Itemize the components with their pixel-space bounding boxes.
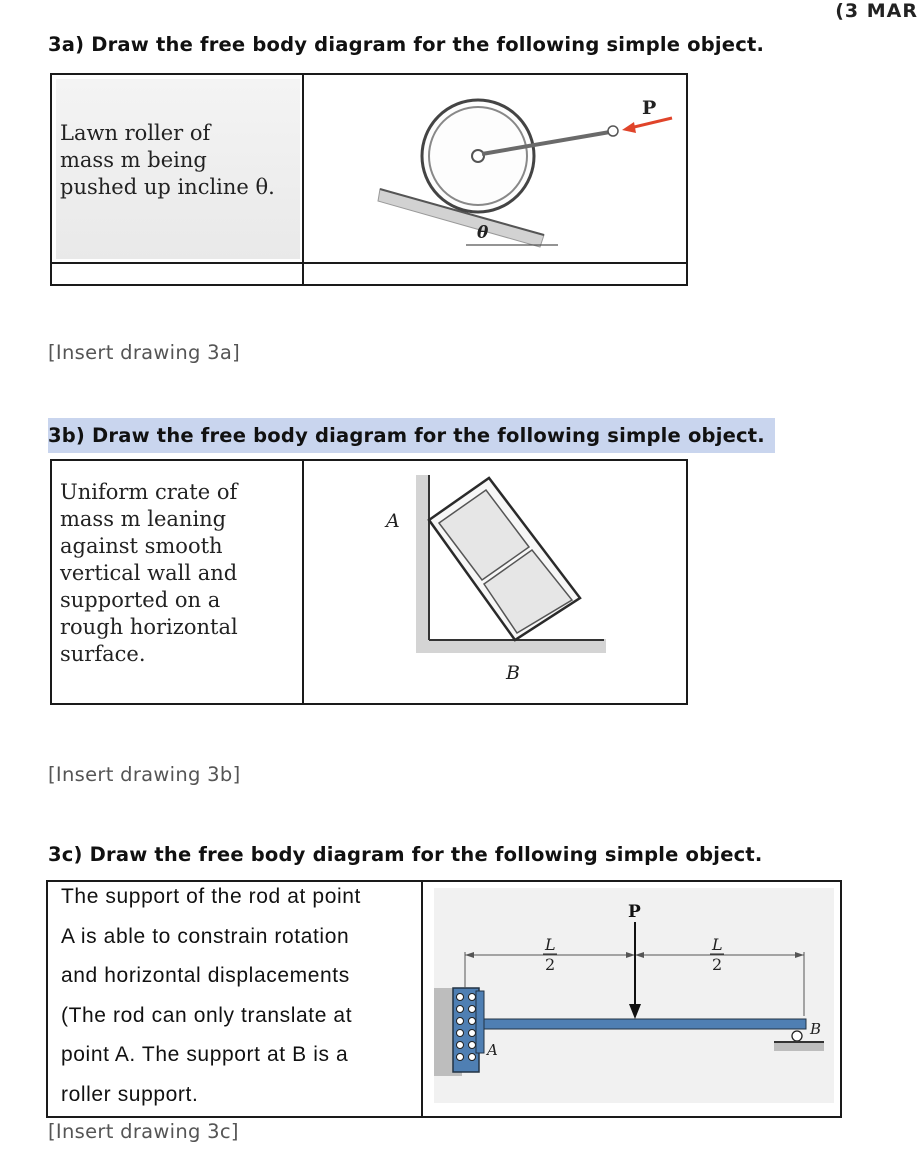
point-a-label: A: [386, 510, 400, 532]
support-a-label: A: [487, 1041, 498, 1059]
guide-roller: [457, 1018, 464, 1025]
guide-roller: [457, 1006, 464, 1013]
wall-hatching: [416, 475, 430, 653]
guide-roller: [457, 1054, 464, 1061]
floor-hatching: [416, 639, 606, 653]
leaning-crate-figure: [304, 461, 686, 703]
description-line: rough horizontal: [60, 615, 238, 639]
guide-roller: [457, 1042, 464, 1049]
description-line: roller support.: [61, 1082, 199, 1106]
description-line: vertical wall and: [60, 561, 238, 585]
half-length-denominator: 2: [712, 955, 723, 974]
question-3c-table: [46, 880, 842, 1118]
support-b-roller: [792, 1031, 802, 1041]
half-length-numerator: L: [712, 935, 723, 954]
question-3a-description: [60, 120, 275, 201]
beam-figure: [434, 888, 834, 1103]
description-line: The support of the rod at point: [61, 885, 361, 908]
force-p-label: P: [642, 97, 657, 119]
rod-beam: [476, 1019, 806, 1029]
guide-roller: [469, 1018, 476, 1025]
description-line: pushed up incline θ.: [60, 175, 275, 199]
support-b-hatching: [774, 1043, 824, 1051]
handle-grip: [608, 126, 618, 136]
guide-roller: [457, 1030, 464, 1037]
guide-roller: [457, 994, 464, 1001]
description-line: against smooth: [60, 534, 223, 558]
description-line: surface.: [60, 642, 146, 666]
rod-t-end: [476, 991, 484, 1053]
marks-label: (3 MAR: [835, 0, 918, 22]
question-3a-table: [50, 73, 688, 286]
description-line: supported on a: [60, 588, 221, 612]
description-line: (The rod can only translate at: [61, 1003, 353, 1027]
half-length-denominator: 2: [545, 955, 556, 974]
load-p-label: P: [628, 902, 641, 922]
angle-theta-label: θ: [477, 223, 489, 243]
half-length-numerator: L: [545, 935, 556, 954]
table-row-divider: [52, 262, 686, 264]
guide-roller: [469, 1054, 476, 1061]
support-b-label: B: [810, 1020, 822, 1038]
guide-roller: [469, 994, 476, 1001]
placeholder-3c[interactable]: [Insert drawing 3c]: [48, 1120, 239, 1143]
description-line: Uniform crate of: [60, 480, 238, 504]
placeholder-3b[interactable]: [Insert drawing 3b]: [48, 763, 241, 786]
question-3a-title: 3a) Draw the free body diagram for the following simple object.: [48, 33, 765, 56]
question-3c-title: 3c) Draw the free body diagram for the following simple object.: [48, 843, 763, 866]
description-line: point A. The support at B is a: [61, 1043, 349, 1066]
guide-roller: [469, 1006, 476, 1013]
description-line: mass m leaning: [60, 507, 227, 531]
roller-axle: [472, 150, 484, 162]
placeholder-3a[interactable]: [Insert drawing 3a]: [48, 341, 241, 364]
guide-roller: [469, 1042, 476, 1049]
question-3b-title: 3b) Draw the free body diagram for the following simple object.: [48, 418, 775, 453]
question-3b-table: [50, 459, 688, 705]
description-line: mass m being: [60, 148, 207, 172]
description-line: and horizontal displacements: [61, 964, 350, 987]
lawn-roller-figure: [304, 75, 686, 261]
description-line: A is able to constrain rotation: [61, 924, 350, 948]
description-line: Lawn roller of: [60, 121, 211, 145]
guide-roller: [469, 1030, 476, 1037]
question-3c-description: [61, 877, 361, 1114]
table-divider: [421, 882, 423, 1116]
force-arrow-head: [622, 122, 636, 133]
question-3b-description: [60, 479, 238, 668]
force-arrow-shaft: [630, 118, 672, 128]
point-b-label: B: [506, 662, 520, 684]
